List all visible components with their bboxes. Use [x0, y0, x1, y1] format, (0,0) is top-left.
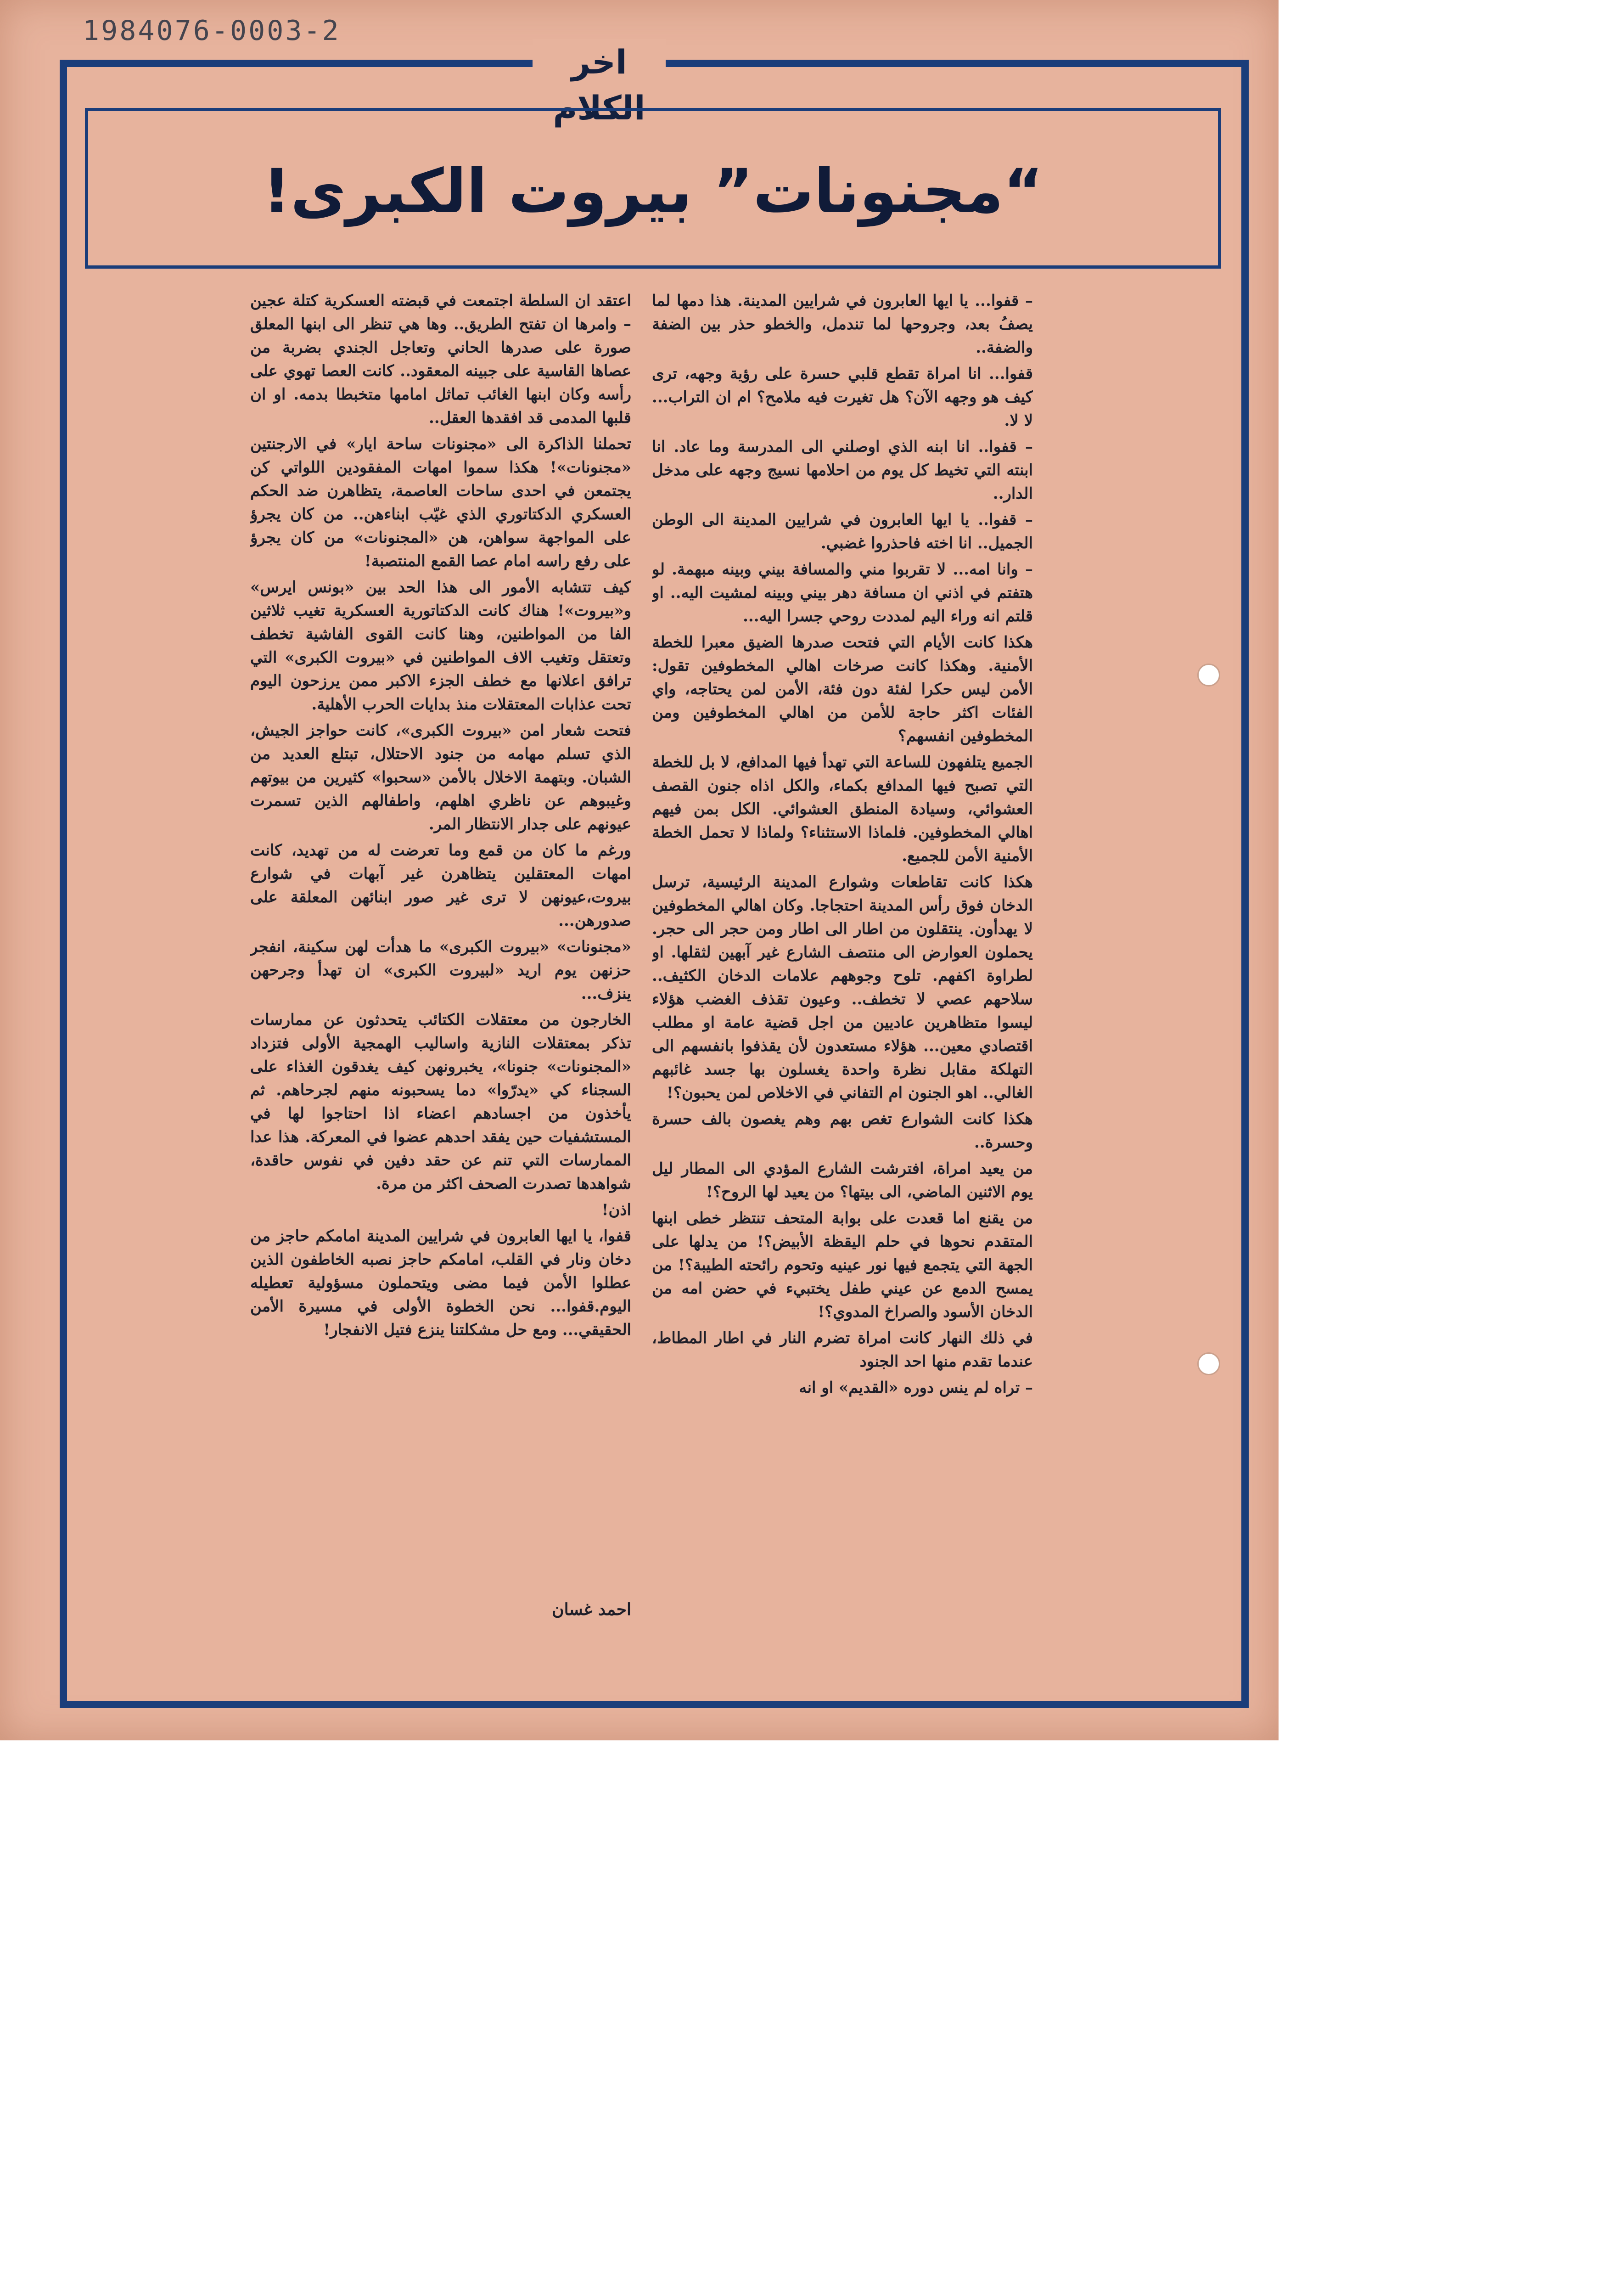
paragraph: كيف تتشابه الأمور الى هذا الحد بين «بونس ايرس» و«بيروت»! هناك كانت الدكتاتورية العسكرية تغيب ثلاثين الفا من المواطنين، وهنا كانت القوى الفاشية تخطف وتعتقل وتغيب الاف المواطنين في «بيروت الكبرى» التي ترافق اعلانها مع خطف الجزء الاكبر ممن يرزحون اليوم تحت عذابات المعتقلات منذ بدايات الحرب الأهلية.: [250, 578, 631, 714]
paragraph: – تراه لم ينس دوره «القديم» او انه: [799, 1379, 1033, 1397]
paragraph: قفوا... انا امراة تقطع قلبي حسرة على رؤية وجهه، ترى كيف هو وجهه الآن؟ هل تغيرت فيه ملامح؟ ام ان التراب... لا لا.: [652, 365, 1033, 430]
punch-hole: [1197, 664, 1220, 687]
paragraph: من يعيد امراة، افترشت الشارع المؤدي الى المطار ليل يوم الاثنين الماضي، الى بيتها؟ من يعيد لها الروح؟!: [652, 1159, 1033, 1201]
paragraph: – وانا امه... لا تقربوا مني والمسافة بيني وبينه مبهمة. لو هتفتم في اذني ان مسافة دهر بيني وبينه لمشيت اليه.. او قلتم انه وراء اليم لمددت روحي جسرا اليه...: [652, 560, 1033, 625]
paragraph: تحملنا الذاكرة الى «مجنونات ساحة ايار» في الارجنتين «مجنونات»! هكذا سموا امهات المفقودين اللواتي كن يجتمعن في احدى ساحات العاصمة، يتظاهرن ضد الحكم العسكري الدكتاتوري الذي غيّب ابناءهن.. من كان يجرؤ على المواجهة سواهن، هن «المجنونات» من كان يجرؤ على رفع راسه امام عصا القمع المنتصبة!: [250, 435, 631, 570]
paragraph: قفوا، يا ايها العابرون في شرايين المدينة امامكم حاجز من دخان ونار في القلب، امامكم حاجز نصبه الخاطفون الذين عطلوا الأمن فيما مضى ويتحملون مسؤولية تعطيله اليوم.قفوا... نحن الخطوة الأولى في مسيرة الأمن الحقيقي... ومع حل مشكلتنا ينزع فتيل الانفجار!: [250, 1227, 631, 1339]
paragraph: الجميع يتلفهون للساعة التي تهدأ فيها المدافع، لا بل للخطة التي تصبح فيها المدافع بكماء، والكل اذاه جنون القصف العشوائي، وسيادة المنطق العشوائي. الكل بمن فيهم اهالي المخطوفين. فلماذا الاستثناء؟ ولماذا لا تحمل الخطة الأمنية الأمن للجميع.: [652, 753, 1033, 865]
paragraph: – قفوا.. انا ابنه الذي اوصلني الى المدرسة وما عاد. انا ابنته التي تخيط كل يوم من احلامها نسيج وجهه على مدخل الدار..: [652, 438, 1033, 503]
paragraph: هكذا كانت الأيام التي فتحت صدرها الضيق معبرا للخطة الأمنية. وهكذا كانت صرخات اهالي المخطوفين تقول: الأمن ليس حكرا لفئة دون فئة، الأمن لمن يحتاجه، واي الفئات اكثر حاجة للأمن من اهالي المخطوفين ومن المخطوفين انفسهم؟: [652, 633, 1033, 745]
article-column-left: [250, 289, 631, 1616]
paragraph: ورغم ما كان من قمع وما تعرضت له من تهديد، كانت امهات المعتقلين يتظاهرن غير آبهات في شوارع بيروت،عيونهن لا ترى غير صور ابنائهن المعلقة على صدورهن...: [250, 841, 631, 930]
article-column-right: [652, 289, 1033, 1616]
paragraph: اذن!: [601, 1201, 631, 1219]
paragraph: – قفوا... يا ايها العابرون في شرايين المدينة. هذا دمها لما يصفُ بعد، وجروحها لما تندمل، والخطو حذر بين الضفة والضفة..: [652, 292, 1033, 357]
paragraph: في ذلك النهار كانت امراة تضرم النار في اطار المطاط، عندما تقدم منها احد الجنود: [652, 1329, 1033, 1371]
author-name: احمد غسان: [552, 1600, 631, 1619]
punch-hole: [1197, 1352, 1220, 1375]
paragraph: فتحت شعار امن «بيروت الكبرى»، كانت حواجز الجيش، الذي تسلم مهامه من جنود الاحتلال، تبتلع العديد من الشبان. وبتهمة الاخلال بالأمن «سحبوا» كثيرين من بيوتهم وغيبوهم عن ناظري اهلهم، واطفالهم الذين تسمرت عيونهم على جدار الانتظار المر.: [250, 721, 631, 833]
paragraph: اعتقد ان السلطة اجتمعت في قبضته العسكرية كتلة عجين – وامرها ان تفتح الطريق.. وها هي تنظر الى ابنها المعلق صورة على صدرها الحاني وتعاجل الجندي بضربة من عصاها القاسية على جبينه المعقود.. كانت العصا تهوي على رأسه وكان ابنها الغائب تماثل امامها متخبطا بدمه. او ان قلبها المدمى قد افقدها العقل..: [250, 292, 631, 427]
paragraph: هكذا كانت تقاطعات وشوارع المدينة الرئيسية، ترسل الدخان فوق رأس المدينة احتجاجا. وكان اهالي المخطوفين لا يهدأون. ينتقلون من اطار الى اطار ومن حجر الى حجر. يحملون العوارض الى منتصف الشارع غير آبهين لثقلها. او لطراوة اكفهم. تلوح وجوههم علامات الدخان الكثيف.. سلاحهم عصي لا تخطف.. وعيون تقذف الغضب هؤلاء ليسوا متظاهرين عاديين من اجل قضية عامة او مطلب اقتصادي معين... هؤلاء مستعدون لأن يقذفوا بانفسهم الى التهلكة مقابل نظرة واحدة يغسلون بها جسد غائبهم الغالي.. اهو الجنون ام التفاني في الاخلاص لمن يحبون؟!: [652, 873, 1033, 1102]
paragraph: هكذا كانت الشوارع تغص بهم وهم يغصون بالف حسرة وحسرة..: [652, 1110, 1033, 1152]
archive-code-handwriting: 1984076-0003-2: [83, 15, 341, 47]
paragraph: من يقنع اما قعدت على بوابة المتحف تنتظر خطى ابنها المتقدم نحوها في حلم اليقظة الأبيض؟! من يدلها على الجهة التي يتجمع فيها نور عينيه وتحوم رائحته الطيبة؟! من يمسح الدمع عن عيني طفل يختبيء في حضن امه من الدخان الأسود والصراخ المدوي؟!: [652, 1209, 1033, 1321]
paragraph: «مجنونات» «بيروت الكبرى» ما هدأت لهن سكينة، انفجر حزنهن يوم اريد «لبيروت الكبرى» ان تهدأ وجرحهن ينزف...: [250, 938, 631, 1003]
paragraph: الخارجون من معتقلات الكتائب يتحدثون عن ممارسات تذكر بمعتقلات النازية واساليب الهمجية الأولى فتزداد «المجنونات» جنونا»، يخبرونهن كيف يغدقون الغذاء على السجناء كي «يدرّوا» دما يسحبونه منهم لجرحاهم. ثم يأخذون من اجسادهم اعضاء اذا احتاجوا لها في المستشفيات حين يفقد احدهم عضوا في المعركة. هذا عدا الممارسات التي تنم عن حقد دفين في نفوس حاقدة، شواهدها تصدرت الصحف اكثر من مرة.: [250, 1011, 631, 1193]
paragraph: – قفوا.. يا ايها العابرون في شرايين المدينة الى الوطن الجميل.. انا اخته فاحذروا غضبي.: [652, 511, 1033, 552]
title-box: [85, 108, 1221, 269]
section-label: اخر الكلام: [533, 39, 666, 85]
article-title: “مجنونات” بيروت الكبرى!: [263, 156, 1043, 227]
